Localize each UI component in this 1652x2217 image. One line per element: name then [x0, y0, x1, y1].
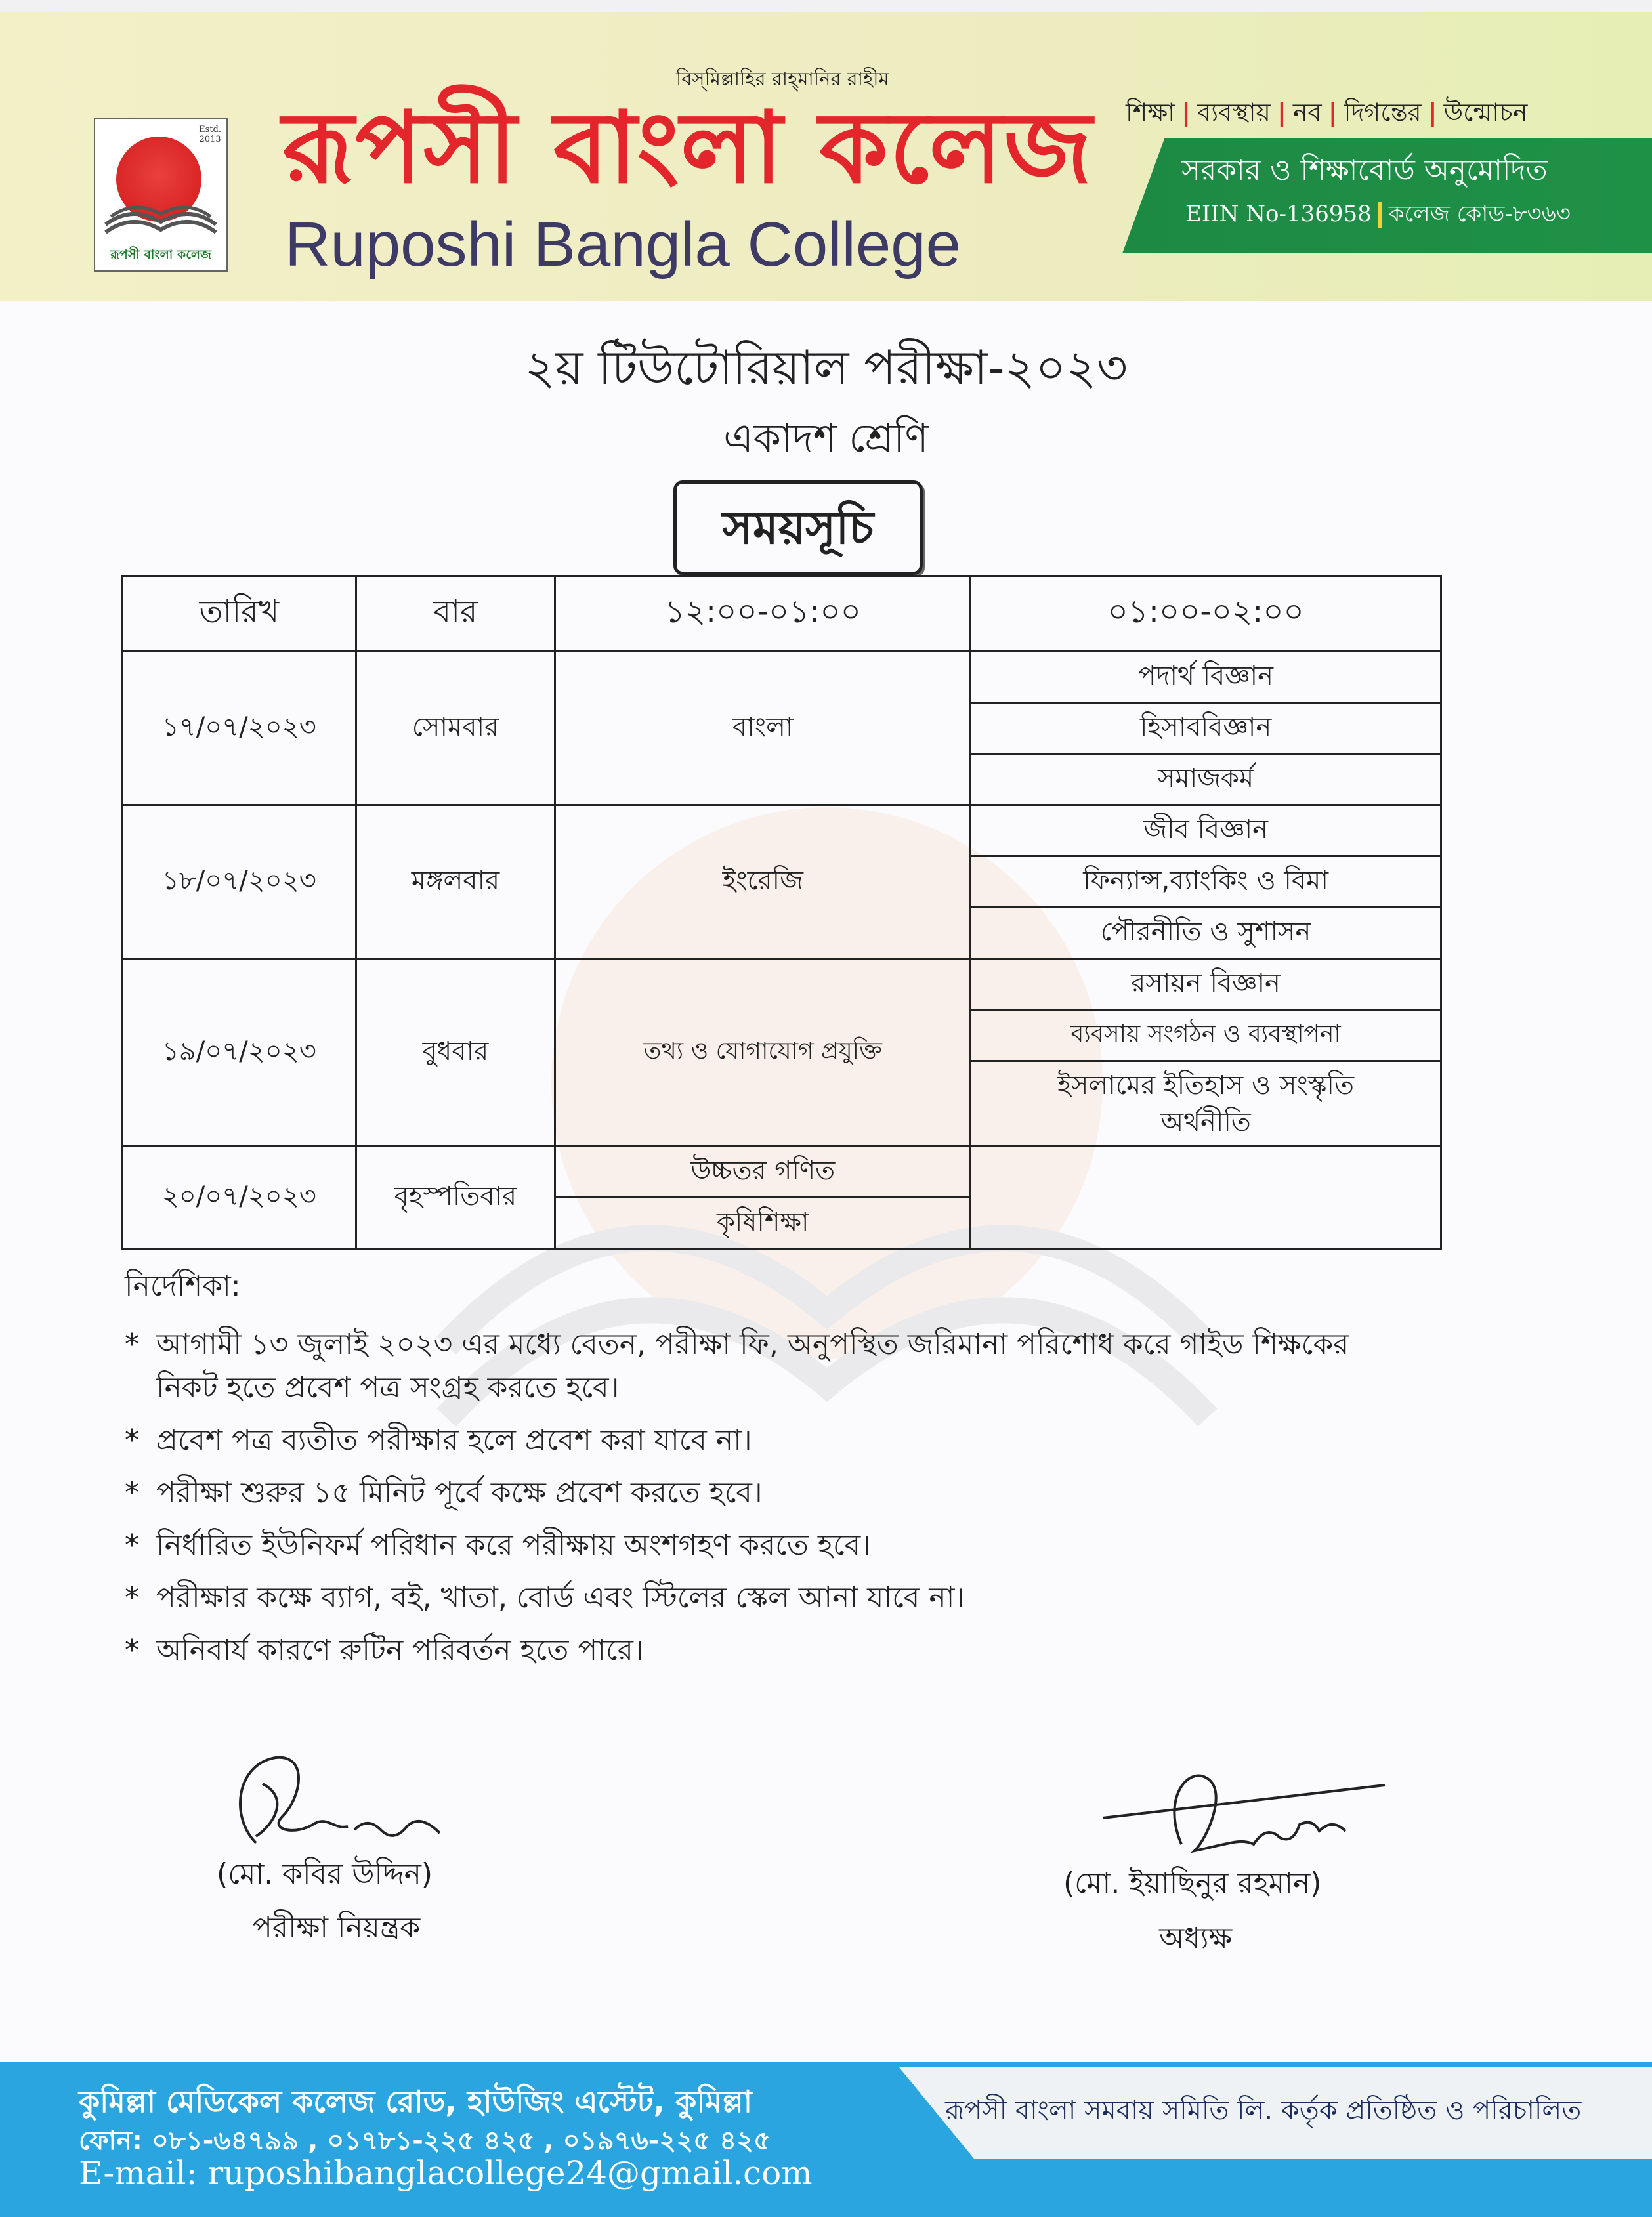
- list-item: * নির্ধারিত ইউনিফর্ম পরিধান করে পরীক্ষায় অংশগহণ করতে হবে।: [125, 1529, 871, 1562]
- college-code: কলেজ কোড-৮৩৬৩: [1388, 201, 1571, 227]
- exam-routine-table: [121, 575, 1442, 1250]
- slot2-cell: জীব বিজ্ঞান: [971, 805, 1441, 856]
- day-cell: বৃহস্পতিবার: [356, 1147, 555, 1249]
- table-row: [123, 1147, 1441, 1198]
- slot1-cell: ইংরেজি: [555, 805, 971, 959]
- college-name-bengali: রূপসী বাংলা কলেজ: [282, 90, 1093, 205]
- bismillah: বিস্‌মিল্লাহির রাহ্‌মানির রাহীম: [676, 68, 889, 90]
- day-cell: সোমবার: [356, 652, 555, 805]
- eiin-line: [1185, 197, 1571, 234]
- page-edge: [0, 0, 1652, 12]
- logo-caption: রূপসী বাংলা কলেজ: [110, 247, 211, 262]
- slot2-cell: ইসলামের ইতিহাস ও সংস্কৃতি অর্থনীতি: [971, 1061, 1441, 1147]
- class-title: একাদশ শ্রেণি: [723, 415, 929, 461]
- college-logo: [94, 118, 228, 272]
- list-item: * পরীক্ষার কক্ষে ব্যাগ, বই, খাতা, বোর্ড এবং স্টিলের স্কেল আনা যাবে না।: [125, 1581, 965, 1615]
- exam-controller-role: পরীক্ষা নিয়ন্ত্রক: [253, 1911, 421, 1945]
- book-icon: [103, 198, 219, 238]
- slot1-cell: বাংলা: [555, 652, 971, 805]
- header-slot-1: ১২:০০-০১:০০: [555, 576, 971, 652]
- principal-name: (মো. ইয়াছিনুর রহমান): [1063, 1867, 1322, 1900]
- footer-email: E-mail: ruposhibanglacollege24@gmail.com: [79, 2154, 813, 2192]
- slot2-cell: পৌরনীতি ও সুশাসন: [971, 908, 1441, 959]
- slot2-cell: রসায়ন বিজ্ঞান: [971, 959, 1441, 1010]
- list-item: * আগামী ১৩ জুলাই ২০২৩ এর মধ্যে বেতন, পরীক্ষা ফি, অনুপস্থিত জরিমানা পরিশোধ করে গাইড শিক্ষকের নিকট হতে প্রবেশ পত্র সংগ্রহ করতে হবে।: [125, 1328, 1349, 1404]
- exam-title: ২য় টিউটোরিয়াল পরীক্ষা-২০২৩: [524, 340, 1128, 395]
- college-name-english: Ruposhi Bangla College: [285, 209, 962, 280]
- table-header-row: [123, 576, 1441, 652]
- schedule-heading-box: [673, 480, 923, 575]
- table-row: [123, 805, 1441, 856]
- schedule-title: সময়সূচি: [722, 501, 874, 555]
- list-item: * প্রবেশ পত্র ব্যতীত পরীক্ষার হলে প্রবেশ করা যাবে না।: [125, 1424, 752, 1457]
- slot1-cell: তথ্য ও যোগাযোগ প্রযুক্তি: [555, 959, 971, 1147]
- date-cell: ১৭/০৭/২০২৩: [123, 652, 356, 805]
- footer-operator: রূপসী বাংলা সমবায় সমিতি লি. কর্তৃক প্রতিষ্ঠিত ও পরিচালিত: [945, 2096, 1582, 2126]
- signature-exam-controller: [217, 1738, 479, 1869]
- date-cell: ১৯/০৭/২০২৩: [123, 959, 356, 1147]
- header-date: তারিখ: [123, 576, 356, 652]
- motto: শিক্ষা | ব্যবস্থায় | নব | দিগন্তের | উন্মোচন: [1126, 98, 1528, 127]
- footer-address: কুমিল্লা মেডিকেল কলেজ রোড, হাউজিং এস্টেট, কুমিল্লা: [79, 2084, 753, 2119]
- eiin-number: EIIN No-136958: [1185, 201, 1372, 227]
- list-item: * পরীক্ষা শুরুর ১৫ মিনিট পূর্বে কক্ষে প্রবেশ করতে হবে।: [125, 1476, 763, 1510]
- signature-principal: [1096, 1746, 1405, 1877]
- logo-estd: Estd. 2013: [199, 125, 221, 144]
- guidelines-list: [125, 1323, 1372, 1681]
- slot2-cell: সমাজকর্ম: [971, 754, 1441, 805]
- slot1-cell: কৃষিশিক্ষা: [555, 1198, 971, 1249]
- date-cell: ২০/০৭/২০২৩: [123, 1147, 356, 1249]
- slot2-cell-empty: [971, 1147, 1441, 1249]
- day-cell: বুধবার: [356, 959, 555, 1147]
- principal-role: অধ্যক্ষ: [1159, 1922, 1233, 1955]
- header-slot-2: ০১:০০-০২:০০: [971, 576, 1441, 652]
- slot2-cell: হিসাববিজ্ঞান: [971, 703, 1441, 754]
- footer-phone: ফোন: ০৮১-৬৪৭৯৯ , ০১৭৮১-২২৫ ৪২৫ , ০১৯৭৬-২২৫ ৪২৫: [79, 2126, 771, 2156]
- slot2-cell: ফিন্যান্স,ব্যাংকিং ও বিমা: [971, 856, 1441, 908]
- slot2-cell: ব্যবসায় সংগঠন ও ব্যবস্থাপনা: [971, 1010, 1441, 1061]
- slot1-cell: উচ্চতর গণিত: [555, 1147, 971, 1198]
- guidelines-title: নির্দেশিকা:: [125, 1269, 241, 1303]
- header-day: বার: [356, 576, 555, 652]
- day-cell: মঙ্গলবার: [356, 805, 555, 959]
- slot2-cell: পদার্থ বিজ্ঞান: [971, 652, 1441, 703]
- list-item: * অনিবার্য কারণে রুটিন পরিবর্তন হতে পারে।: [125, 1634, 644, 1667]
- exam-controller-name: (মো. কবির উদ্দিন): [217, 1857, 433, 1891]
- table-row: [123, 652, 1441, 703]
- table-row: [123, 959, 1441, 1010]
- date-cell: ১৮/০৭/২০২৩: [123, 805, 356, 959]
- approval-text: সরকার ও শিক্ষাবোর্ড অনুমোদিত: [1181, 154, 1548, 187]
